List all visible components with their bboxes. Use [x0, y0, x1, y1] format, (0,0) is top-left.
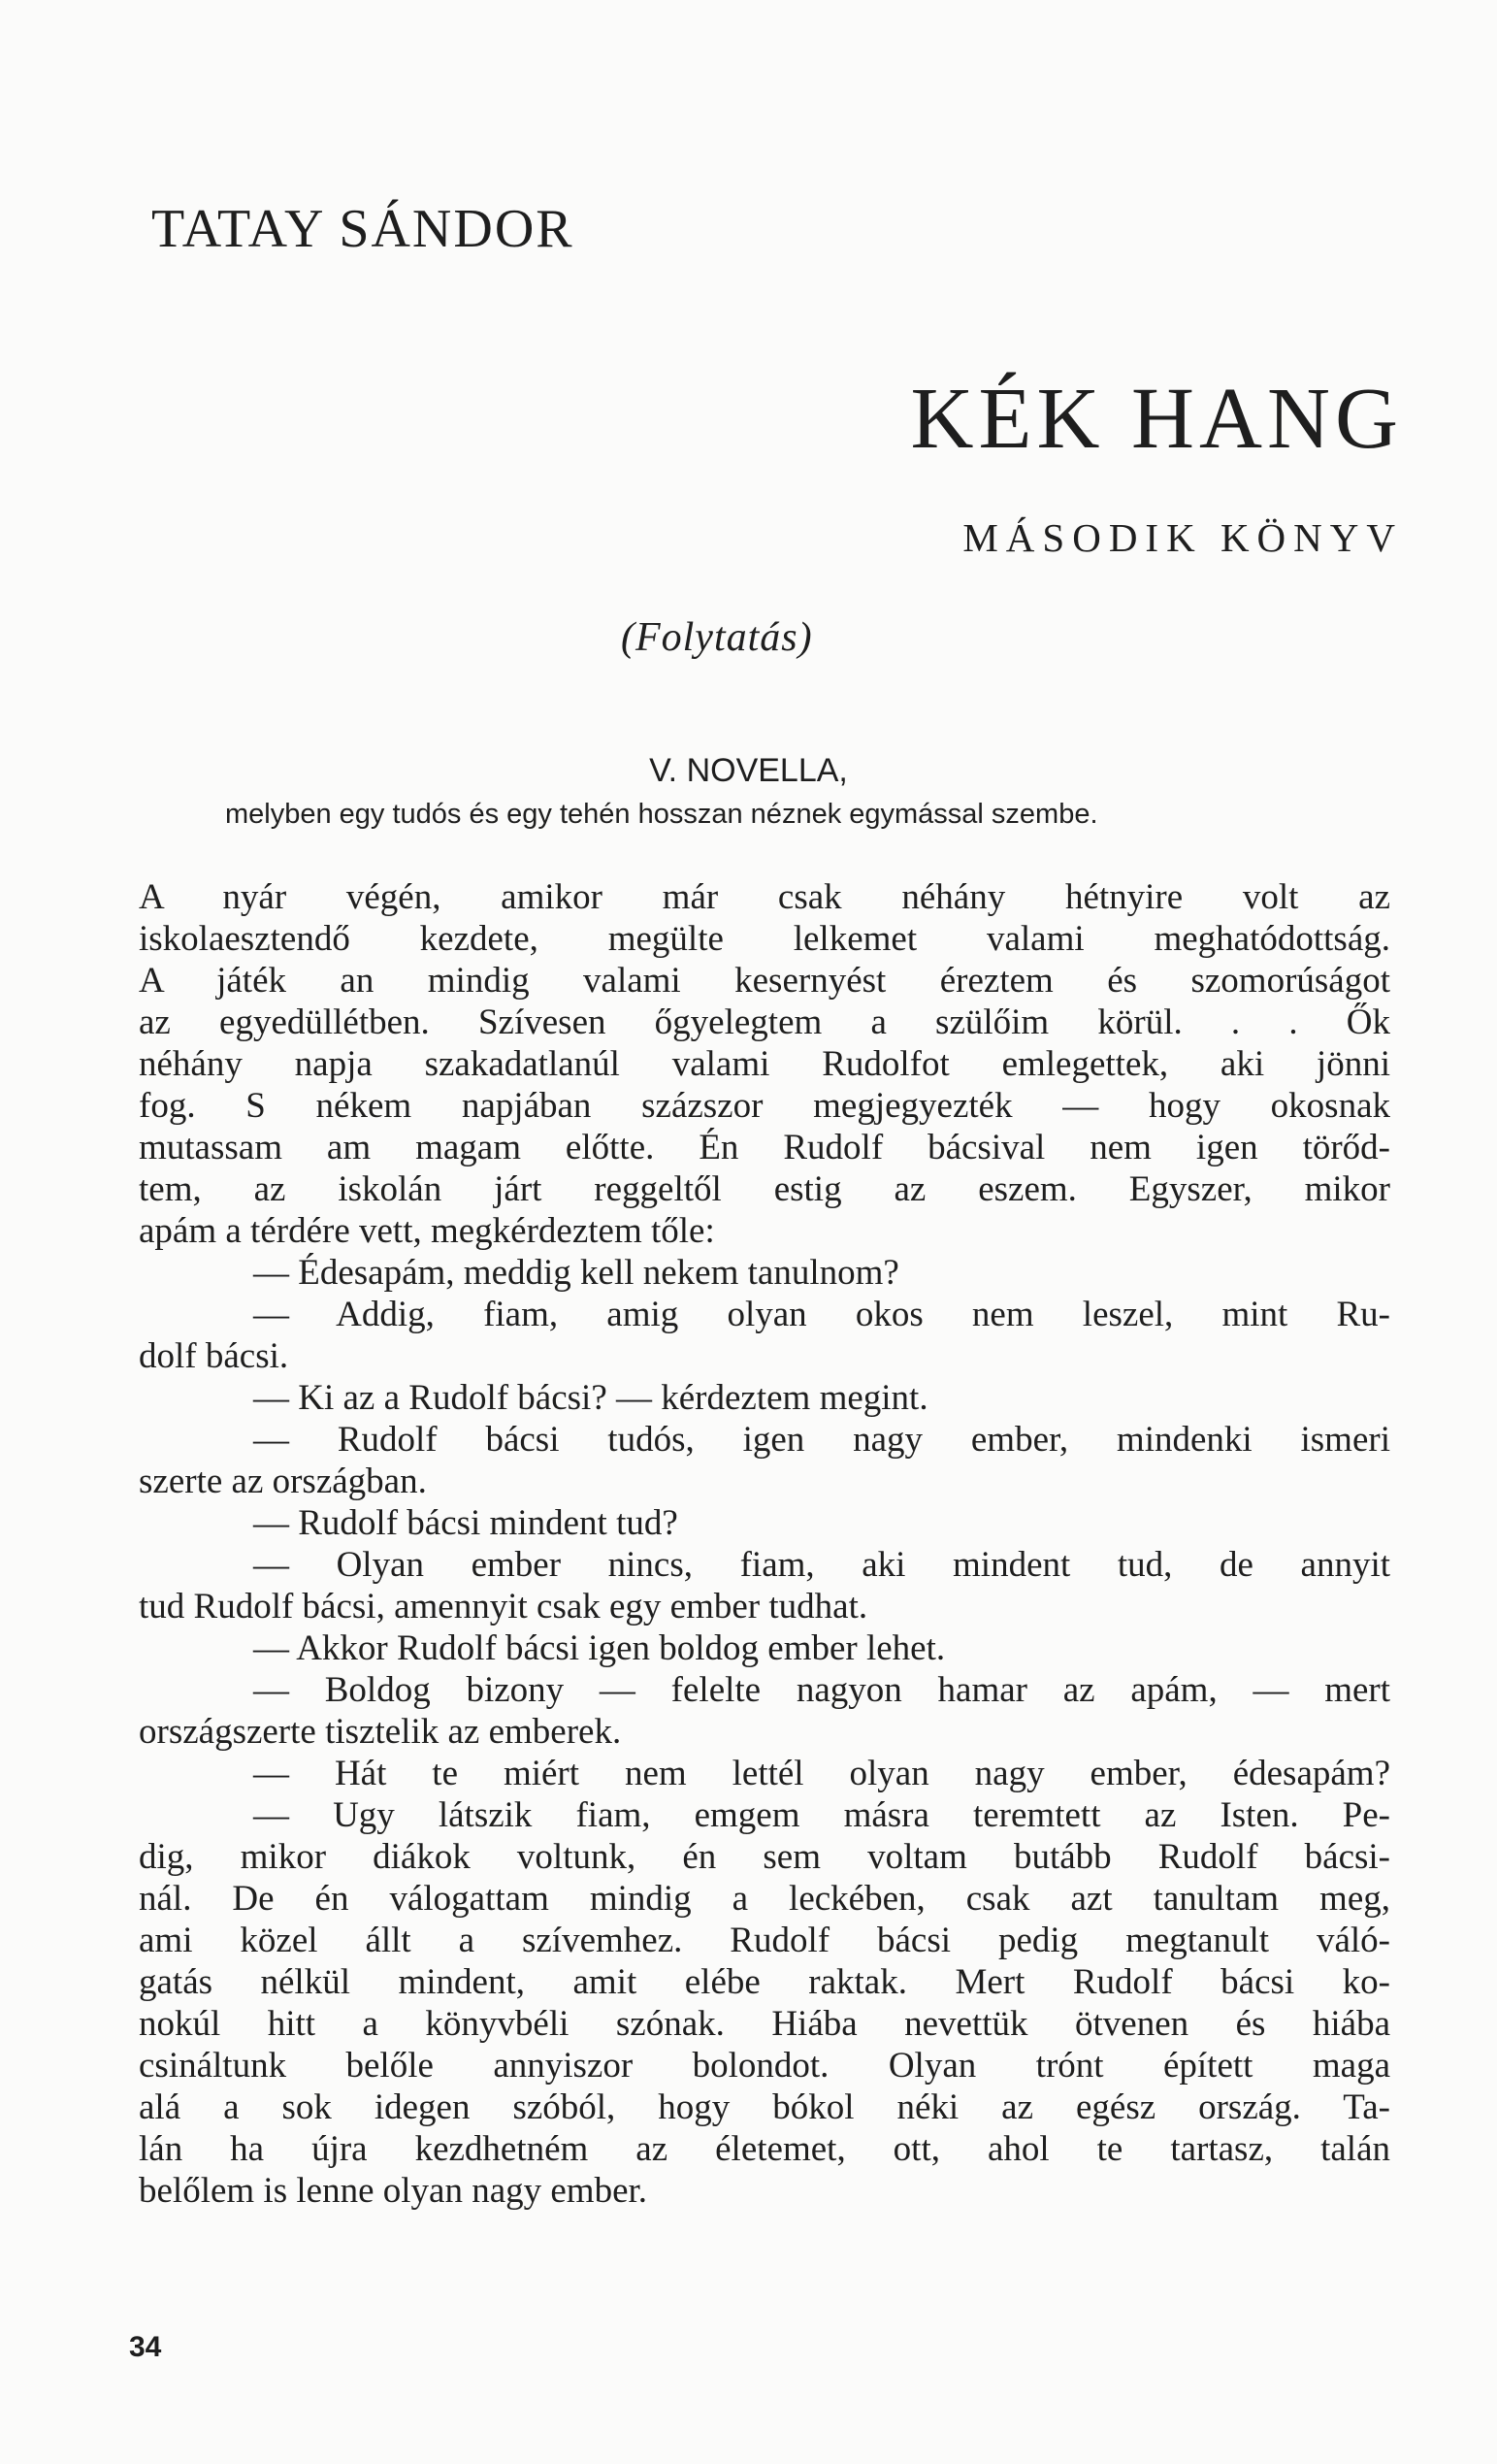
page-number: 34	[129, 2331, 162, 2363]
dialogue-line: — Akkor Rudolf bácsi igen boldog ember lehet.	[253, 1628, 946, 1668]
body-text	[139, 876, 1390, 2212]
text-line: A nyár végén, amikor már csak néhány hétnyire volt az	[139, 877, 1390, 917]
dialogue-line: — Addig, fiam, amig olyan okos nem leszel, mint Ru-	[253, 1295, 1390, 1334]
text-line: belőlem is lenne olyan nagy ember.	[139, 2171, 648, 2211]
book-subtitle: MÁSODIK KÖNYV	[962, 515, 1403, 560]
text-line: dig, mikor diákok voltunk, én sem voltam butább Rudolf bácsi-	[139, 1837, 1390, 1877]
text-line: dolf bácsi.	[139, 1336, 289, 1376]
chapter-subheading: melyben egy tudós és egy tehén hosszan néznek egymással szembe.	[225, 799, 1098, 830]
text-line: gatás nélkül mindent, amit elébe raktak. Mert Rudolf bácsi ko-	[139, 1962, 1390, 2002]
continued-label: (Folytatás)	[621, 615, 813, 660]
text-line: iskolaesztendő kezdete, megülte lelkemet valami meghatódottság.	[139, 919, 1390, 959]
text-line: apám a térdére vett, megkérdeztem tőle:	[139, 1211, 715, 1251]
dialogue-line: — Rudolf bácsi mindent tud?	[253, 1503, 678, 1543]
dialogue-line: — Édesapám, meddig kell nekem tanulnom?	[253, 1253, 899, 1293]
text-line: alá a sok idegen szóból, hogy bókol néki az egész ország. Ta-	[139, 2087, 1390, 2127]
dialogue-line: — Boldog bizony — felelte nagyon hamar az apám, — mert	[253, 1670, 1390, 1710]
story-title: KÉK HANG	[910, 371, 1403, 467]
text-line: néhány napja szakadatlanúl valami Rudolfot emlegettek, aki jönni	[139, 1044, 1390, 1084]
text-line: tud Rudolf bácsi, amennyit csak egy ember tudhat.	[139, 1587, 868, 1626]
text-line: ami közel állt a szívemhez. Rudolf bácsi pedig megtanult váló-	[139, 1921, 1390, 1960]
dialogue-line: — Rudolf bácsi tudós, igen nagy ember, mindenki ismeri	[253, 1420, 1390, 1460]
text-line: nokúl hitt a könyvbéli szónak. Hiába nevettük ötvenen és hiába	[139, 2004, 1390, 2044]
dialogue-line: — Ugy látszik fiam, emgem másra teremtett az Isten. Pe-	[253, 1795, 1390, 1835]
text-line: országszerte tisztelik az emberek.	[139, 1712, 622, 1752]
text-line: mutassam am magam előtte. Én Rudolf bácsival nem igen törőd-	[139, 1128, 1390, 1167]
dialogue-line: — Hát te miért nem lettél olyan nagy ember, édesapám?	[253, 1754, 1390, 1793]
text-line: csináltunk belőle annyiszor bolondot. Olyan trónt épített maga	[139, 2046, 1390, 2086]
author-name: TATAY SÁNDOR	[151, 199, 574, 259]
text-line: az egyedüllétben. Szívesen őgyelegtem a szülőim körül. . . Ők	[139, 1002, 1390, 1042]
text-line: szerte az országban.	[139, 1462, 427, 1501]
text-line: fog. S nékem napjában százszor megjegyezték — hogy okosnak	[139, 1086, 1390, 1126]
text-line: lán ha újra kezdhetném az életemet, ott, ahol te tartasz, talán	[139, 2129, 1390, 2169]
dialogue-line: — Ki az a Rudolf bácsi? — kérdeztem megint.	[253, 1378, 928, 1418]
chapter-heading: V. NOVELLA,	[649, 752, 848, 789]
dialogue-line: — Olyan ember nincs, fiam, aki mindent tud, de annyit	[253, 1545, 1390, 1585]
text-line: tem, az iskolán járt reggeltől estig az eszem. Egyszer, mikor	[139, 1169, 1390, 1209]
text-line: nál. De én válogattam mindig a leckében, csak azt tanultam meg,	[139, 1879, 1390, 1919]
text-line: A játék an mindig valami kesernyést éreztem és szomorúságot	[139, 961, 1390, 1001]
